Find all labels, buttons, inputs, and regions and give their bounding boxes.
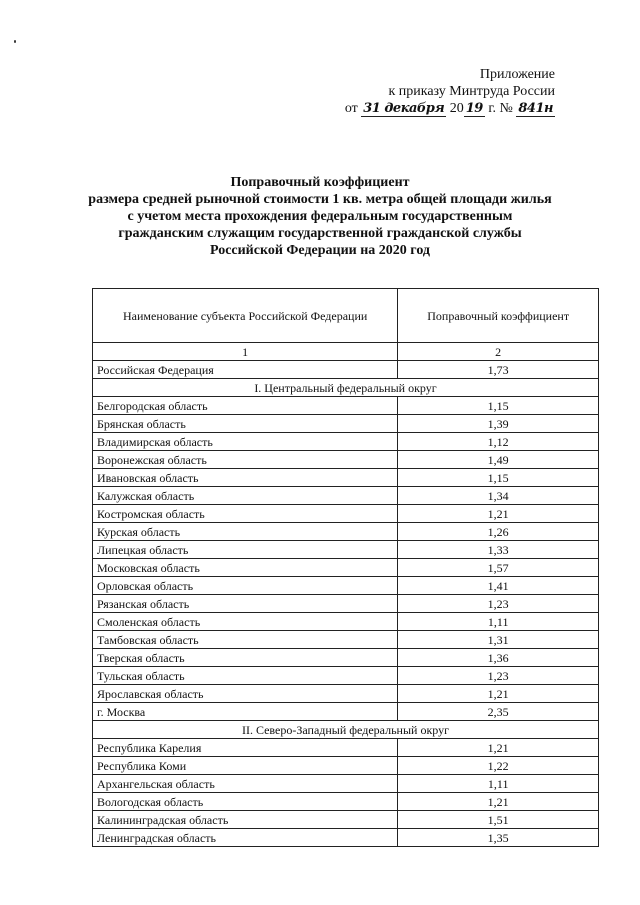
coefficient-value: 2,35 (398, 703, 599, 721)
handwritten-year: 19 (465, 101, 483, 116)
scan-speck (14, 40, 16, 43)
federation-row (93, 361, 599, 379)
table-row (93, 397, 599, 415)
district-row (93, 721, 599, 739)
table-row (93, 415, 599, 433)
region-name: Калужская область (93, 487, 398, 505)
table-row (93, 487, 599, 505)
coefficient-value: 1,21 (398, 739, 599, 757)
document-title (0, 174, 640, 259)
table-row (93, 595, 599, 613)
table-row (93, 829, 599, 847)
header-coefficient: Поправочный коэффициент (398, 289, 599, 343)
coefficient-value: 1,51 (398, 811, 599, 829)
title-line-4: гражданским служащим государственной гражданской службы (118, 226, 522, 241)
table-row (93, 757, 599, 775)
region-name: Рязанская область (93, 595, 398, 613)
table-row (93, 811, 599, 829)
date-prefix: от (344, 101, 358, 116)
coefficient-value: 1,36 (398, 649, 599, 667)
coefficient-value: 1,34 (398, 487, 599, 505)
coefficient-value: 1,11 (398, 613, 599, 631)
coefficient-value: 1,31 (398, 631, 599, 649)
region-name: Московская область (93, 559, 398, 577)
region-name: Республика Карелия (93, 739, 398, 757)
table-row (93, 793, 599, 811)
region-name: Белгородская область (93, 397, 398, 415)
table-row (93, 685, 599, 703)
coefficient-value: 1,73 (398, 361, 599, 379)
region-name: Ивановская область (93, 469, 398, 487)
handwritten-date: 31 декабря (363, 101, 445, 116)
region-name: Республика Коми (93, 757, 398, 775)
coefficient-value: 1,26 (398, 523, 599, 541)
table-row (93, 775, 599, 793)
coefficient-value: 1,21 (398, 793, 599, 811)
appendix-date-line (345, 100, 555, 117)
appendix-label: Приложение (479, 67, 555, 82)
coefficient-value: 1,33 (398, 541, 599, 559)
region-name: Липецкая область (93, 541, 398, 559)
region-name: Ленинградская область (93, 829, 398, 847)
appendix-block (345, 66, 555, 117)
coefficient-value: 1,23 (398, 667, 599, 685)
region-name: Архангельская область (93, 775, 398, 793)
title-line-2: размера средней рыночной стоимости 1 кв. метра общей площади жилья (88, 192, 552, 207)
region-name: Тамбовская область (93, 631, 398, 649)
coefficient-value: 1,49 (398, 451, 599, 469)
column-number: 1 (93, 343, 398, 361)
header-region: Наименование субъекта Российской Федерации (93, 289, 398, 343)
table-row (93, 559, 599, 577)
table-row (93, 613, 599, 631)
title-line-5: Российской Федерации на 2020 год (209, 243, 430, 258)
coefficient-value: 1,15 (398, 469, 599, 487)
coefficient-value: 1,12 (398, 433, 599, 451)
coefficient-value: 1,23 (398, 595, 599, 613)
table-row (93, 667, 599, 685)
title-line-3: с учетом места прохождения федеральным государственным (127, 209, 513, 224)
table-row (93, 451, 599, 469)
table-row (93, 649, 599, 667)
table-row (93, 631, 599, 649)
coefficient-value: 1,41 (398, 577, 599, 595)
table-row (93, 703, 599, 721)
table-row (93, 505, 599, 523)
region-name: г. Москва (93, 703, 398, 721)
number-label: г. № (488, 101, 513, 116)
district-row (93, 379, 599, 397)
table-row (93, 523, 599, 541)
coefficient-value: 1,21 (398, 505, 599, 523)
region-name: Российская Федерация (93, 361, 398, 379)
region-name: Воронежская область (93, 451, 398, 469)
region-name: Смоленская область (93, 613, 398, 631)
region-name: Костромская область (93, 505, 398, 523)
district-name: I. Центральный федеральный округ (93, 379, 599, 397)
coefficient-value: 1,11 (398, 775, 599, 793)
table-row (93, 469, 599, 487)
region-name: Курская область (93, 523, 398, 541)
region-name: Вологодская область (93, 793, 398, 811)
coefficient-value: 1,39 (398, 415, 599, 433)
year-prefix: 20 (449, 101, 464, 116)
region-name: Орловская область (93, 577, 398, 595)
column-number: 2 (398, 343, 599, 361)
region-name: Тверская область (93, 649, 398, 667)
appendix-order-ref: к приказу Минтруда России (388, 84, 555, 99)
region-name: Ярославская область (93, 685, 398, 703)
region-name: Тульская область (93, 667, 398, 685)
district-name: II. Северо-Западный федеральный округ (93, 721, 599, 739)
table-row (93, 433, 599, 451)
coefficient-value: 1,35 (398, 829, 599, 847)
region-name: Калининградская область (93, 811, 398, 829)
coefficient-value: 1,21 (398, 685, 599, 703)
table-header-row (93, 289, 599, 343)
table-body (93, 343, 599, 847)
numbering-row (93, 343, 599, 361)
coefficient-value: 1,57 (398, 559, 599, 577)
coefficient-table (92, 288, 599, 847)
handwritten-order-number: 841н (518, 101, 553, 116)
coefficient-value: 1,15 (398, 397, 599, 415)
region-name: Владимирская область (93, 433, 398, 451)
table-row (93, 739, 599, 757)
region-name: Брянская область (93, 415, 398, 433)
title-line-1: Поправочный коэффициент (230, 175, 410, 190)
coefficient-value: 1,22 (398, 757, 599, 775)
table-row (93, 577, 599, 595)
table-row (93, 541, 599, 559)
